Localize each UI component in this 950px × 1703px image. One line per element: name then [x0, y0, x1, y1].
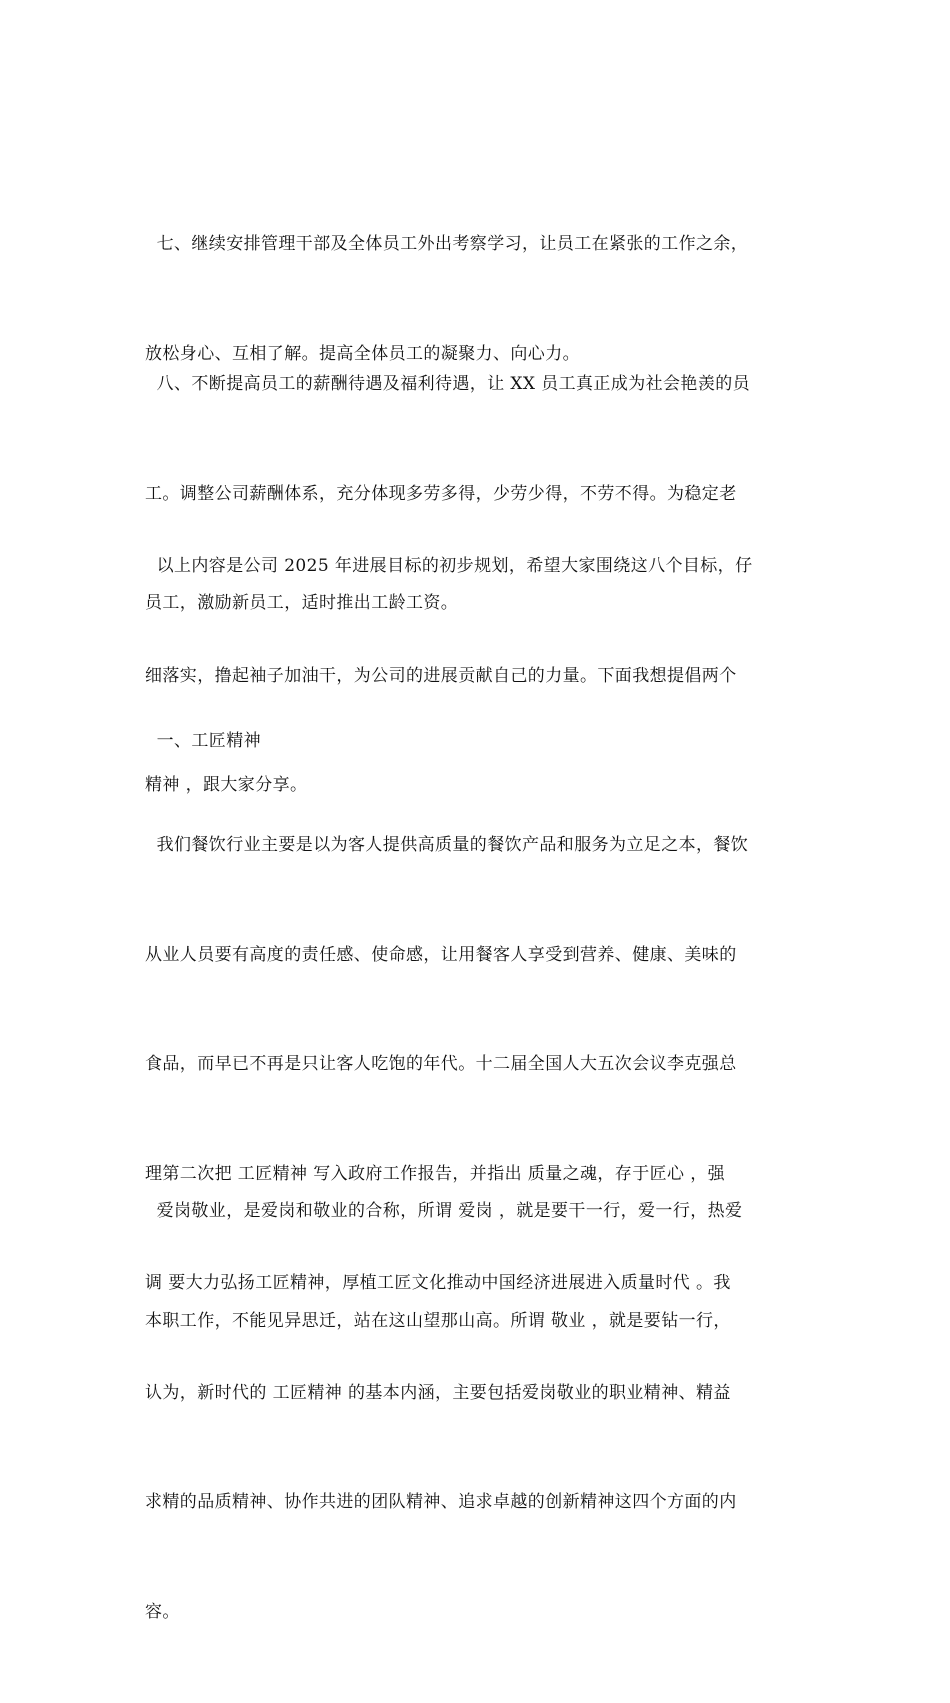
paragraph-line: 工。调整公司薪酬体系，充分体现多劳多得，少劳少得，不劳不得。为稳定老 — [145, 483, 737, 504]
paragraph-line: 我们餐饮行业主要是以为客人提供高质量的餐饮产品和服务为立足之本，餐饮 — [145, 835, 749, 855]
paragraph-line: 八、不断提高员工的薪酬待遇及福利待遇，让 XX 员工真正成为社会艳羡的员 — [145, 374, 751, 394]
section-heading: 一、工匠精神 — [145, 731, 262, 751]
paragraph-line: 放松身心、互相了解。提高全体员工的凝聚力、向心力。 — [145, 343, 580, 364]
paragraph-line: 从业人员要有高度的责任感、使命感，让用餐客人享受到营养、健康、美味的 — [145, 944, 737, 965]
paragraph-line: 求精的品质精神、协作共进的团队精神、追求卓越的创新精神这四个方面的内 — [145, 1492, 737, 1512]
paragraph-line: 细落实，撸起袖子加油干，为公司的进展贡献自己的力量。下面我想提倡两个 — [145, 665, 737, 686]
paragraph-line: 食品，而早已不再是只让客人吃饱的年代。十二届全国人大五次会议李克强总 — [145, 1054, 737, 1074]
paragraph-line: 理第二次把 工匠精神 写入政府工作报告，并指出 质量之魂，存于匠心 ，强 — [145, 1163, 726, 1184]
paragraph-line: 本职工作，不能见异思迁，站在这山望那山高。所谓 敬业 ，就是要钻一行， — [145, 1310, 731, 1331]
paragraph-line: 精神 ，跟大家分享。 — [145, 775, 308, 795]
paragraph-line: 七、继续安排管理干部及全体员工外出考察学习，让员工在紧张的工作之余， — [145, 234, 749, 254]
paragraph-line: 认为，新时代的 工匠精神 的基本内涵，主要包括爱岗敬业的职业精神、精益 — [145, 1382, 731, 1403]
paragraph-line: 以上内容是公司 2025 年进展目标的初步规划，希望大家围绕这八个目标，仔 — [145, 556, 753, 576]
paragraph-line: 员工，激励新员工，适时推出工龄工资。 — [145, 593, 459, 613]
paragraph-line: 爱岗敬业，是爱岗和敬业的合称，所谓 爱岗 ，就是要干一行，爱一行，热爱 — [145, 1201, 743, 1221]
paragraph-line: 调 要大力弘扬工匠精神，厚植工匠文化推动中国经济进展进入质量时代 。我 — [145, 1273, 731, 1293]
paragraph-dedication — [145, 1120, 809, 1412]
paragraph-line: 容。 — [145, 1601, 180, 1622]
